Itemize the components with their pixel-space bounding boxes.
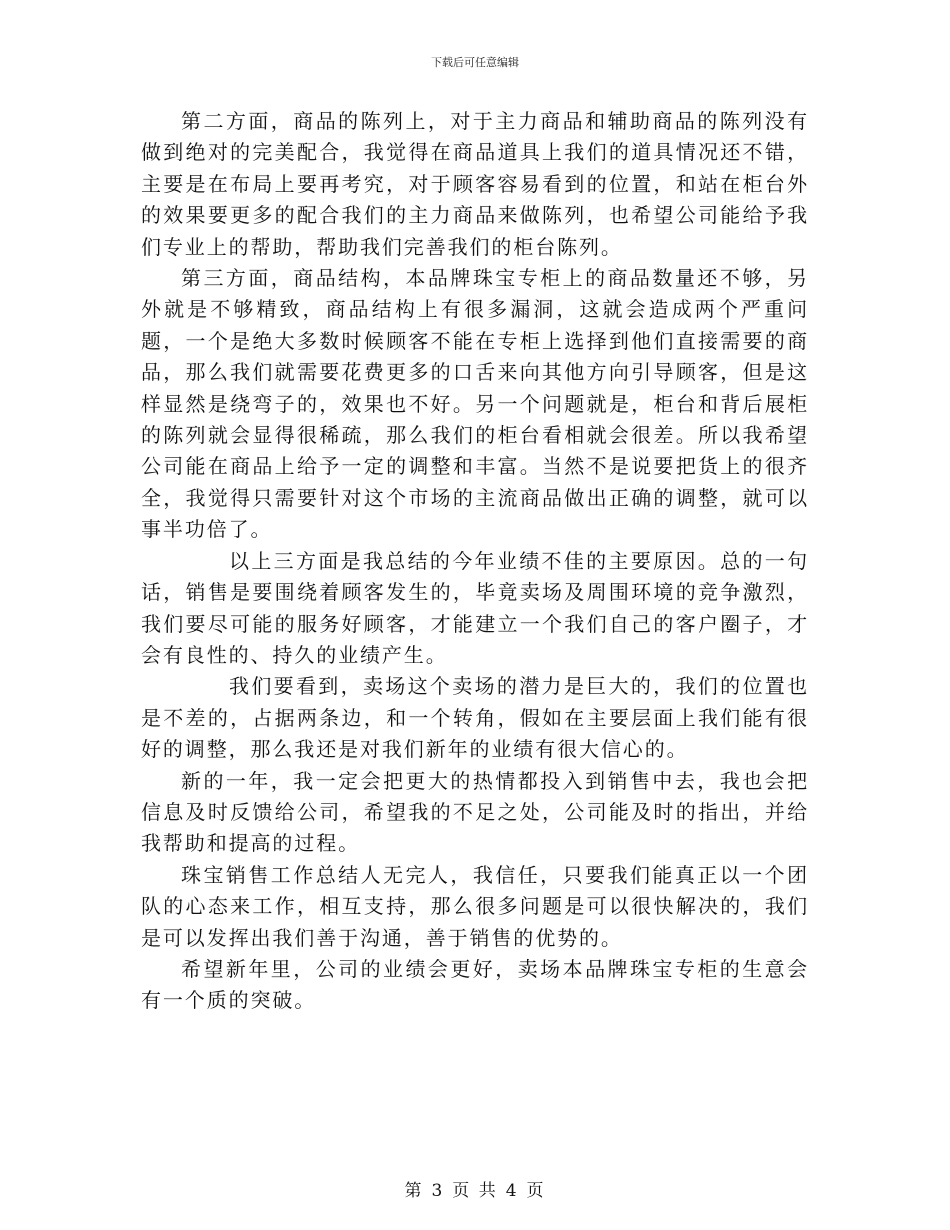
paragraph-market-potential: 我们要看到，卖场这个卖场的潜力是巨大的，我们的位置也是不差的，占据两条边，和一个转角，假如在主要层面上我们能有很好的调整，那么我还是对我们新年的业绩有很大信心的。	[141, 674, 809, 762]
paragraph-new-year-plan: 新的一年，我一定会把更大的热情都投入到销售中去，我也会把信息及时反馈给公司，希望我的不足之处，公司能及时的指出，并给我帮助和提高的过程。	[141, 768, 809, 856]
page-header: 下载后可任意编辑	[431, 56, 519, 69]
paragraph-display-aspect-2: 第二方面，商品的陈列上，对于主力商品和辅助商品的陈列没有做到绝对的完美配合，我觉得在商品道具上我们的道具情况还不错，主要是在布局上要再考究，对于顾客容易看到的位置，和站在柜台外的效果要更多的配合我们的主力商品来做陈列，也希望公司能给予我们专业上的帮助，帮助我们完善我们的柜台陈列。	[141, 109, 809, 259]
paragraph-summary-reasons: 以上三方面是我总结的今年业绩不佳的主要原因。总的一句话，销售是要围绕着顾客发生的，毕竟卖场及周围环境的竞争激烈，我们要尽可能的服务好顾客，才能建立一个我们自己的客户圈子，才会有良性的、持久的业绩产生。	[141, 548, 809, 667]
footer-total-pages: 4	[505, 1181, 519, 1201]
paragraph-teamwork: 珠宝销售工作总结人无完人，我信任，只要我们能真正以一个团队的心态来工作，相互支持，那么很多问题是可以很快解决的，我们是可以发挥出我们善于沟通，善于销售的优势的。	[141, 862, 809, 950]
paragraph-product-structure-3: 第三方面，商品结构，本品牌珠宝专柜上的商品数量还不够，另外就是不够精致，商品结构上有很多漏洞，这就会造成两个严重问题，一个是绝大多数时候顾客不能在专柜上选择到他们直接需要的商品，那么我们就需要花费更多的口舌来向其他方向引导顾客，但是这样显然是绕弯子的，效果也不好。另一个问题就是，柜台和背后展柜的陈列就会显得很稀疏，那么我们的柜台看相就会很差。所以我希望公司能在商品上给予一定的调整和丰富。当然不是说要把货上的很齐全，我觉得只需要针对这个市场的主流商品做出正确的调整，就可以事半功倍了。	[141, 266, 809, 542]
paragraph-closing-wish: 希望新年里，公司的业绩会更好，卖场本品牌珠宝专柜的生意会有一个质的突破。	[141, 956, 809, 1013]
footer-prefix: 第	[404, 1181, 424, 1201]
footer-suffix: 页	[526, 1181, 546, 1201]
document-body	[141, 106, 809, 1017]
footer-page-number: 3	[431, 1181, 445, 1201]
footer-middle: 页 共	[452, 1181, 498, 1201]
page-footer	[0, 1176, 950, 1201]
